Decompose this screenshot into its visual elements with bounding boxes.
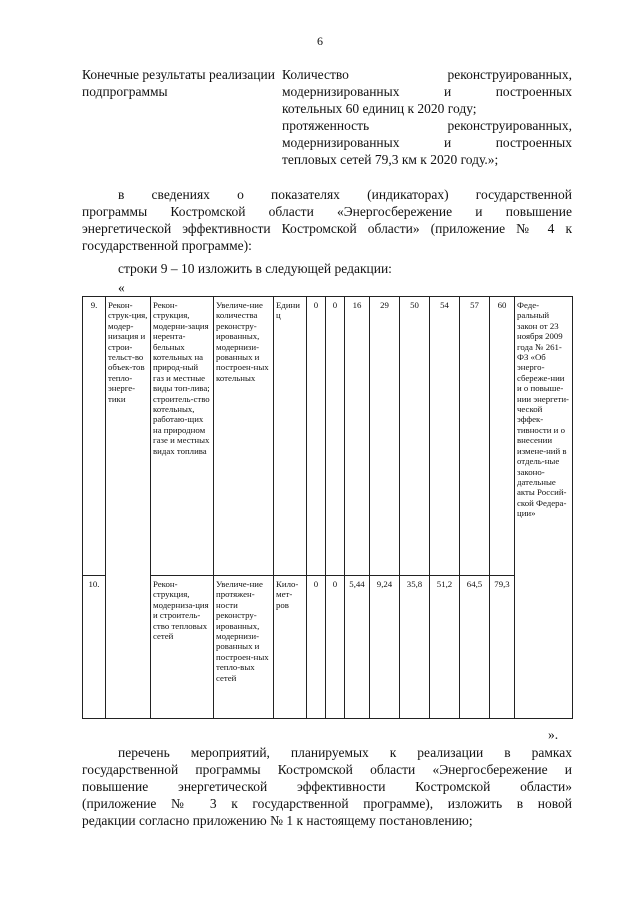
indicators-paragraph <box>82 186 572 254</box>
row-number: 9. <box>83 297 106 576</box>
indicators-table <box>82 296 573 719</box>
value-cell: 35,8 <box>400 576 430 719</box>
paragraph-line: (приложение № 3 к государственной программе), изложить в новой <box>82 796 572 811</box>
results-label: Конечные результаты реализации подпрограммы <box>82 67 275 99</box>
value-cell: 0 <box>307 576 326 719</box>
value-cell: 60 <box>490 297 515 576</box>
value-cell: 5,44 <box>345 576 370 719</box>
closing-quote: ». <box>548 727 559 742</box>
unit-cell: Кило-мет-ров <box>274 576 307 719</box>
paragraph-line: перечень мероприятий, планируемых к реализации в рамках <box>118 745 572 760</box>
activity-cell: Рекон-струкция, модерни-зация нерента-бельных котельных на природ-ный газ и местные виды топ-лива; строитель-ство котельных, работаю-щих на природном газе и местных видах топлива <box>151 297 214 576</box>
value-cell: 9,24 <box>370 576 400 719</box>
law-cell: Феде-ральный закон от 23 ноября 2009 года № 261-ФЗ «Об энерго-сбереже-нии и о повыше-нии энергети-ческой эффек-тивности и о внесении измене-ний в отдель-ные законо-дательные акты Россий-ской Федера-ции» <box>515 297 573 719</box>
table-row <box>83 576 573 719</box>
paragraph-line: в сведениях о показателях (индикаторах) государственной <box>118 187 572 202</box>
results-line: модернизированных и построенных <box>282 135 572 150</box>
results-line: тепловых сетей 79,3 км к 2020 году.»; <box>282 152 499 167</box>
value-cell: 54 <box>430 297 460 576</box>
results-line: котельных 60 единиц к 2020 году; <box>282 101 477 116</box>
value-cell: 0 <box>326 297 345 576</box>
results-line: протяженность реконструированных, <box>282 118 572 133</box>
indicator-cell: Увеличе-ние количества реконстру-ированных, модернизи-рованных и построен-ных котельных <box>214 297 274 576</box>
value-cell: 0 <box>326 576 345 719</box>
rows-instruction: строки 9 – 10 изложить в следующей редакции: <box>118 261 392 276</box>
value-cell: 51,2 <box>430 576 460 719</box>
value-cell: 50 <box>400 297 430 576</box>
table-row <box>83 297 573 576</box>
opening-quote: « <box>118 280 125 295</box>
value-cell: 29 <box>370 297 400 576</box>
value-cell: 79,3 <box>490 576 515 719</box>
results-line: Количество реконструированных, <box>282 67 572 82</box>
value-cell: 0 <box>307 297 326 576</box>
paragraph-line: программы Костромской области «Энергосбережение и повышение <box>82 204 572 219</box>
activities-paragraph <box>82 744 572 829</box>
value-cell: 64,5 <box>460 576 490 719</box>
results-text <box>282 66 572 168</box>
paragraph-line: редакции согласно приложению № 1 к настоящему постановлению; <box>82 813 473 828</box>
row-number: 10. <box>83 576 106 719</box>
unit-cell: Единиц <box>274 297 307 576</box>
value-cell: 57 <box>460 297 490 576</box>
paragraph-line: государственной программе): <box>82 238 252 253</box>
subprogram-cell: Рекон-струк-ция, модер-низация и строи-тельст-во объек-тов тепло-энерге-тики <box>106 297 151 719</box>
paragraph-line: повышение энергетической эффективности Костромской области» <box>82 779 572 794</box>
page-number: 6 <box>317 34 323 48</box>
value-cell: 16 <box>345 297 370 576</box>
indicator-cell: Увеличе-ние протяжен-ности реконстру-ированных, модернизи-рованных и построен-ных тепло-вых сетей <box>214 576 274 719</box>
activity-cell: Рекон-струкция, модерниза-ция и строитель-ство тепловых сетей <box>151 576 214 719</box>
paragraph-line: государственной программы Костромской области «Энергосбережение и <box>82 762 572 777</box>
results-line: модернизированных и построенных <box>282 84 572 99</box>
paragraph-line: энергетической эффективности Костромской области» (приложение № 4 к <box>82 221 572 236</box>
